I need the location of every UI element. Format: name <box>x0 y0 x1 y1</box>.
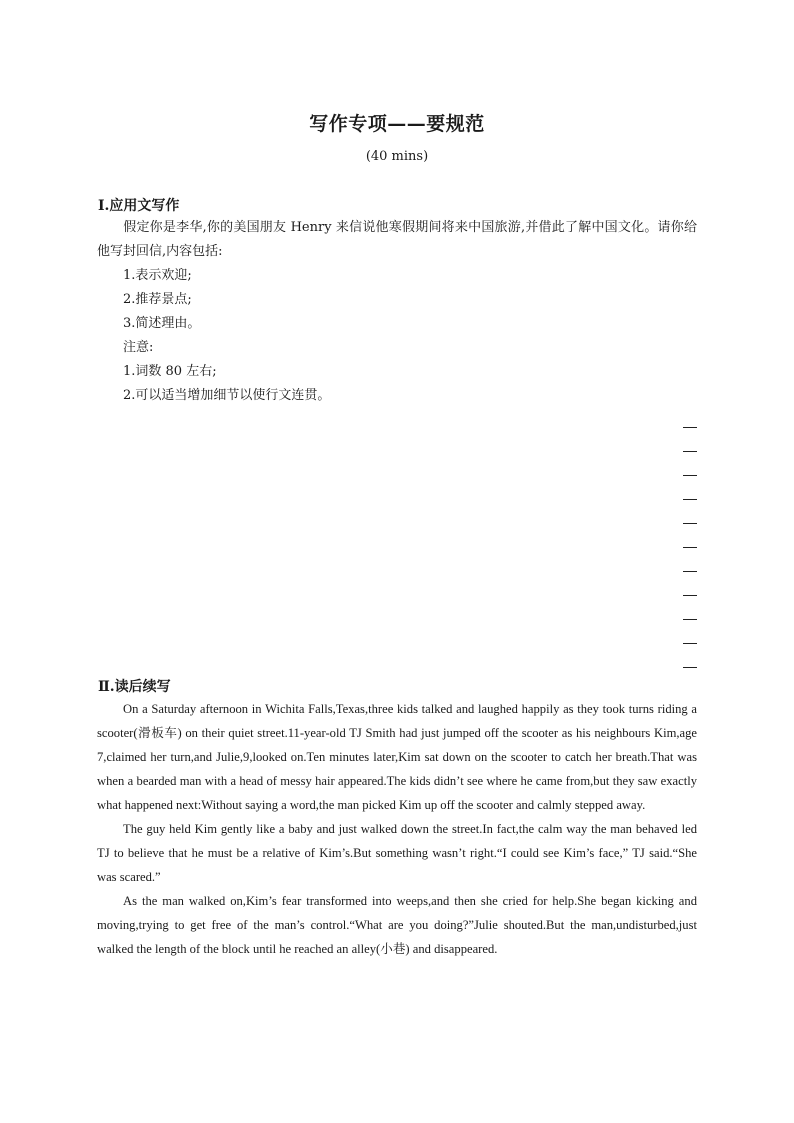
section2-heading: Ⅱ.读后续写 <box>98 679 171 695</box>
note-label: 注意: <box>123 340 154 355</box>
section1-prompt: 假定你是李华,你的美国朋友 Henry 来信说他寒假期间将来中国旅游,并借此了解中国文化。请你给他写封回信,内容包括: <box>97 220 697 259</box>
passage-paragraph: The guy held Kim gently like a baby and just walked down the street.In fact,the calm way the man behaved led TJ to believe that he must be a relative of Kim’s.But something wasn’t right.“I could see Kim’s face,” TJ said.“She was scared.” <box>97 822 697 884</box>
answer-line <box>683 571 697 572</box>
passage-paragraph: On a Saturday afternoon in Wichita Falls,Texas,three kids talked and laughed happily as they took turns riding a scooter(滑板车) on their quiet street.11-year-old TJ Smith had just jumped off the scooter as his neighbours Kim,age 7,claimed her turn,and Julie,9,looked on.Ten minutes later,Kim sat down on the scooter to catch her breath.That was when a bearded man with a head of messy hair appeared.The kids didn’t see where he came from,but they saw exactly what happened next:Without saying a word,the man picked Kim up off the scooter and calmly stepped away. <box>97 702 697 812</box>
answer-line <box>683 451 697 452</box>
answer-line <box>683 619 697 620</box>
answer-line <box>683 499 697 500</box>
answer-line <box>683 427 697 428</box>
requirement-item: 2.推荐景点; <box>123 292 192 307</box>
answer-line <box>683 595 697 596</box>
page-subtitle: (40 mins) <box>365 149 429 164</box>
note-item: 2.可以适当增加细节以使行文连贯。 <box>123 388 331 403</box>
answer-line <box>683 475 697 476</box>
answer-line <box>683 643 697 644</box>
answer-line <box>683 547 697 548</box>
reading-passage <box>97 697 697 961</box>
answer-line <box>683 523 697 524</box>
requirement-item: 1.表示欢迎; <box>123 268 192 283</box>
note-item: 1.词数 80 左右; <box>123 364 217 379</box>
answer-line <box>683 667 697 668</box>
section1-heading: Ⅰ.应用文写作 <box>98 198 180 214</box>
page-title: 写作专项——要规范 <box>309 113 485 135</box>
requirement-item: 3.简述理由。 <box>123 316 201 331</box>
passage-paragraph: As the man walked on,Kim’s fear transformed into weeps,and then she cried for help.She began kicking and moving,trying to get free of the man’s control.“What are you doing?”Julie shouted.But the man,undisturbed,just walked the length of the block until he reached an alley(小巷) and disappeared. <box>97 894 697 956</box>
